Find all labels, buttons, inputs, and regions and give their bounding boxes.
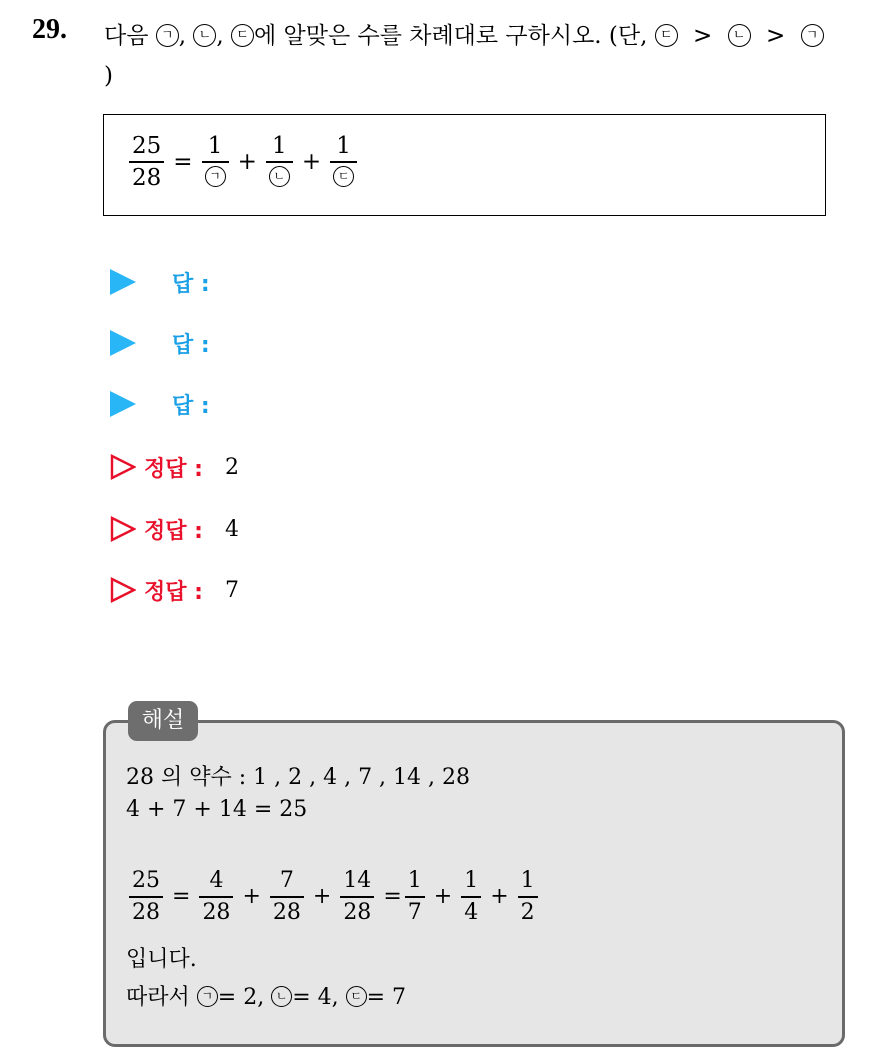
- denominator: 28: [132, 164, 162, 191]
- circle-giyeok-icon: ㄱ: [197, 986, 218, 1007]
- fraction: [129, 131, 164, 193]
- fraction: $\frac{4}{28}$: [199, 866, 233, 928]
- correct-value: 7: [224, 577, 239, 603]
- correct-value: 4: [224, 516, 239, 542]
- correct-label: 정답 :: [144, 456, 203, 482]
- denominator: [202, 163, 229, 193]
- solution-sum: 4 + 7 + 14 = 25: [126, 797, 308, 822]
- solution-ending: 입니다.: [126, 947, 197, 972]
- solution-divisors: 28 의 약수 : 1 , 2 , 4 , 7 , 14 , 28: [126, 765, 471, 790]
- fraction: $\frac{1}{4}$: [461, 866, 481, 928]
- circle-nieun-icon: ㄴ: [271, 986, 292, 1007]
- solution-conclusion: 따라서 ㄱ = 2, ㄴ = 4, ㄷ = 7: [126, 985, 407, 1010]
- fraction: $\frac{1}{7}$: [405, 866, 425, 928]
- numerator: 1: [336, 133, 351, 159]
- play-triangle-icon: [110, 391, 136, 417]
- numerator: 1: [272, 133, 287, 159]
- fraction: $\frac{14}{28}$: [340, 866, 374, 928]
- circle-digeut-icon: ㄷ: [231, 24, 254, 47]
- correct-answer-row: [110, 509, 239, 549]
- formula-box: [103, 114, 826, 216]
- gt-sign: >: [693, 23, 713, 49]
- denominator: [266, 163, 293, 193]
- circle-digeut-icon: ㄷ: [333, 166, 354, 187]
- fraction: $\frac{1}{2}$: [518, 866, 538, 928]
- closing-paren: ): [104, 63, 113, 89]
- numerator: 1: [207, 133, 223, 159]
- equals-sign: =: [173, 148, 193, 175]
- conclusion-prefix: 따라서: [126, 985, 190, 1010]
- circle-digeut-icon: ㄷ: [346, 986, 367, 1007]
- answer-label: 답 :: [172, 332, 210, 358]
- outline-triangle-icon: [110, 516, 136, 542]
- solution-title: 해설: [128, 701, 198, 741]
- gt-sign: >: [765, 23, 786, 49]
- fraction: [266, 131, 293, 193]
- outline-triangle-icon: [110, 577, 136, 603]
- answer-row[interactable]: [110, 384, 210, 424]
- plus-sign: +: [237, 148, 257, 175]
- outline-triangle-icon: [110, 454, 136, 480]
- correct-label: 정답 :: [144, 518, 203, 544]
- circle-giyeok-icon: ㄱ: [205, 166, 226, 187]
- circle-nieun-icon: ㄴ: [728, 24, 751, 47]
- correct-value: 2: [224, 454, 239, 480]
- fraction: $\frac{25}{28}$: [129, 866, 163, 928]
- answer-row[interactable]: [110, 323, 210, 363]
- question-lead: 다음: [104, 23, 149, 49]
- play-triangle-icon: [110, 330, 136, 356]
- answer-label: 답 :: [172, 271, 210, 297]
- plus-sign: +: [301, 148, 322, 175]
- numerator: 25: [132, 133, 162, 159]
- play-triangle-icon: [110, 269, 136, 295]
- formula: [126, 131, 360, 193]
- question-text: 다음 ㄱ , ㄴ , ㄷ 에 알맞은 수를 차례대로 구하시오. (단, ㄷ > ㄴ > ㄱ ): [104, 16, 864, 96]
- fraction: $\frac{7}{28}$: [270, 866, 304, 928]
- question-number: 29.: [32, 14, 67, 45]
- circle-giyeok-icon: ㄱ: [156, 24, 179, 47]
- fraction: [330, 131, 357, 193]
- denominator: [330, 163, 357, 193]
- circle-nieun-icon: ㄴ: [269, 166, 290, 187]
- question-instruction: 에 알맞은 수를 차례대로 구하시오. (단,: [254, 23, 648, 49]
- fraction: [202, 131, 229, 193]
- circle-giyeok-icon: ㄱ: [801, 24, 824, 47]
- correct-label: 정답 :: [144, 579, 203, 605]
- correct-answer-row: [110, 570, 239, 610]
- circle-digeut-icon: ㄷ: [655, 24, 678, 47]
- correct-answer-row: [110, 447, 239, 487]
- circle-nieun-icon: ㄴ: [193, 24, 216, 47]
- solution-fraction-equation: $\frac{25}{28}$ = $\frac{4}{28}$ + $\frac{7}{28}$ + $\frac{14}{28}$ = $\frac{1}{7}$ + $\frac{1}{4}$ + $\frac{1}{2}$: [126, 866, 541, 928]
- answer-label: 답 :: [172, 393, 210, 419]
- answer-row[interactable]: [110, 262, 210, 302]
